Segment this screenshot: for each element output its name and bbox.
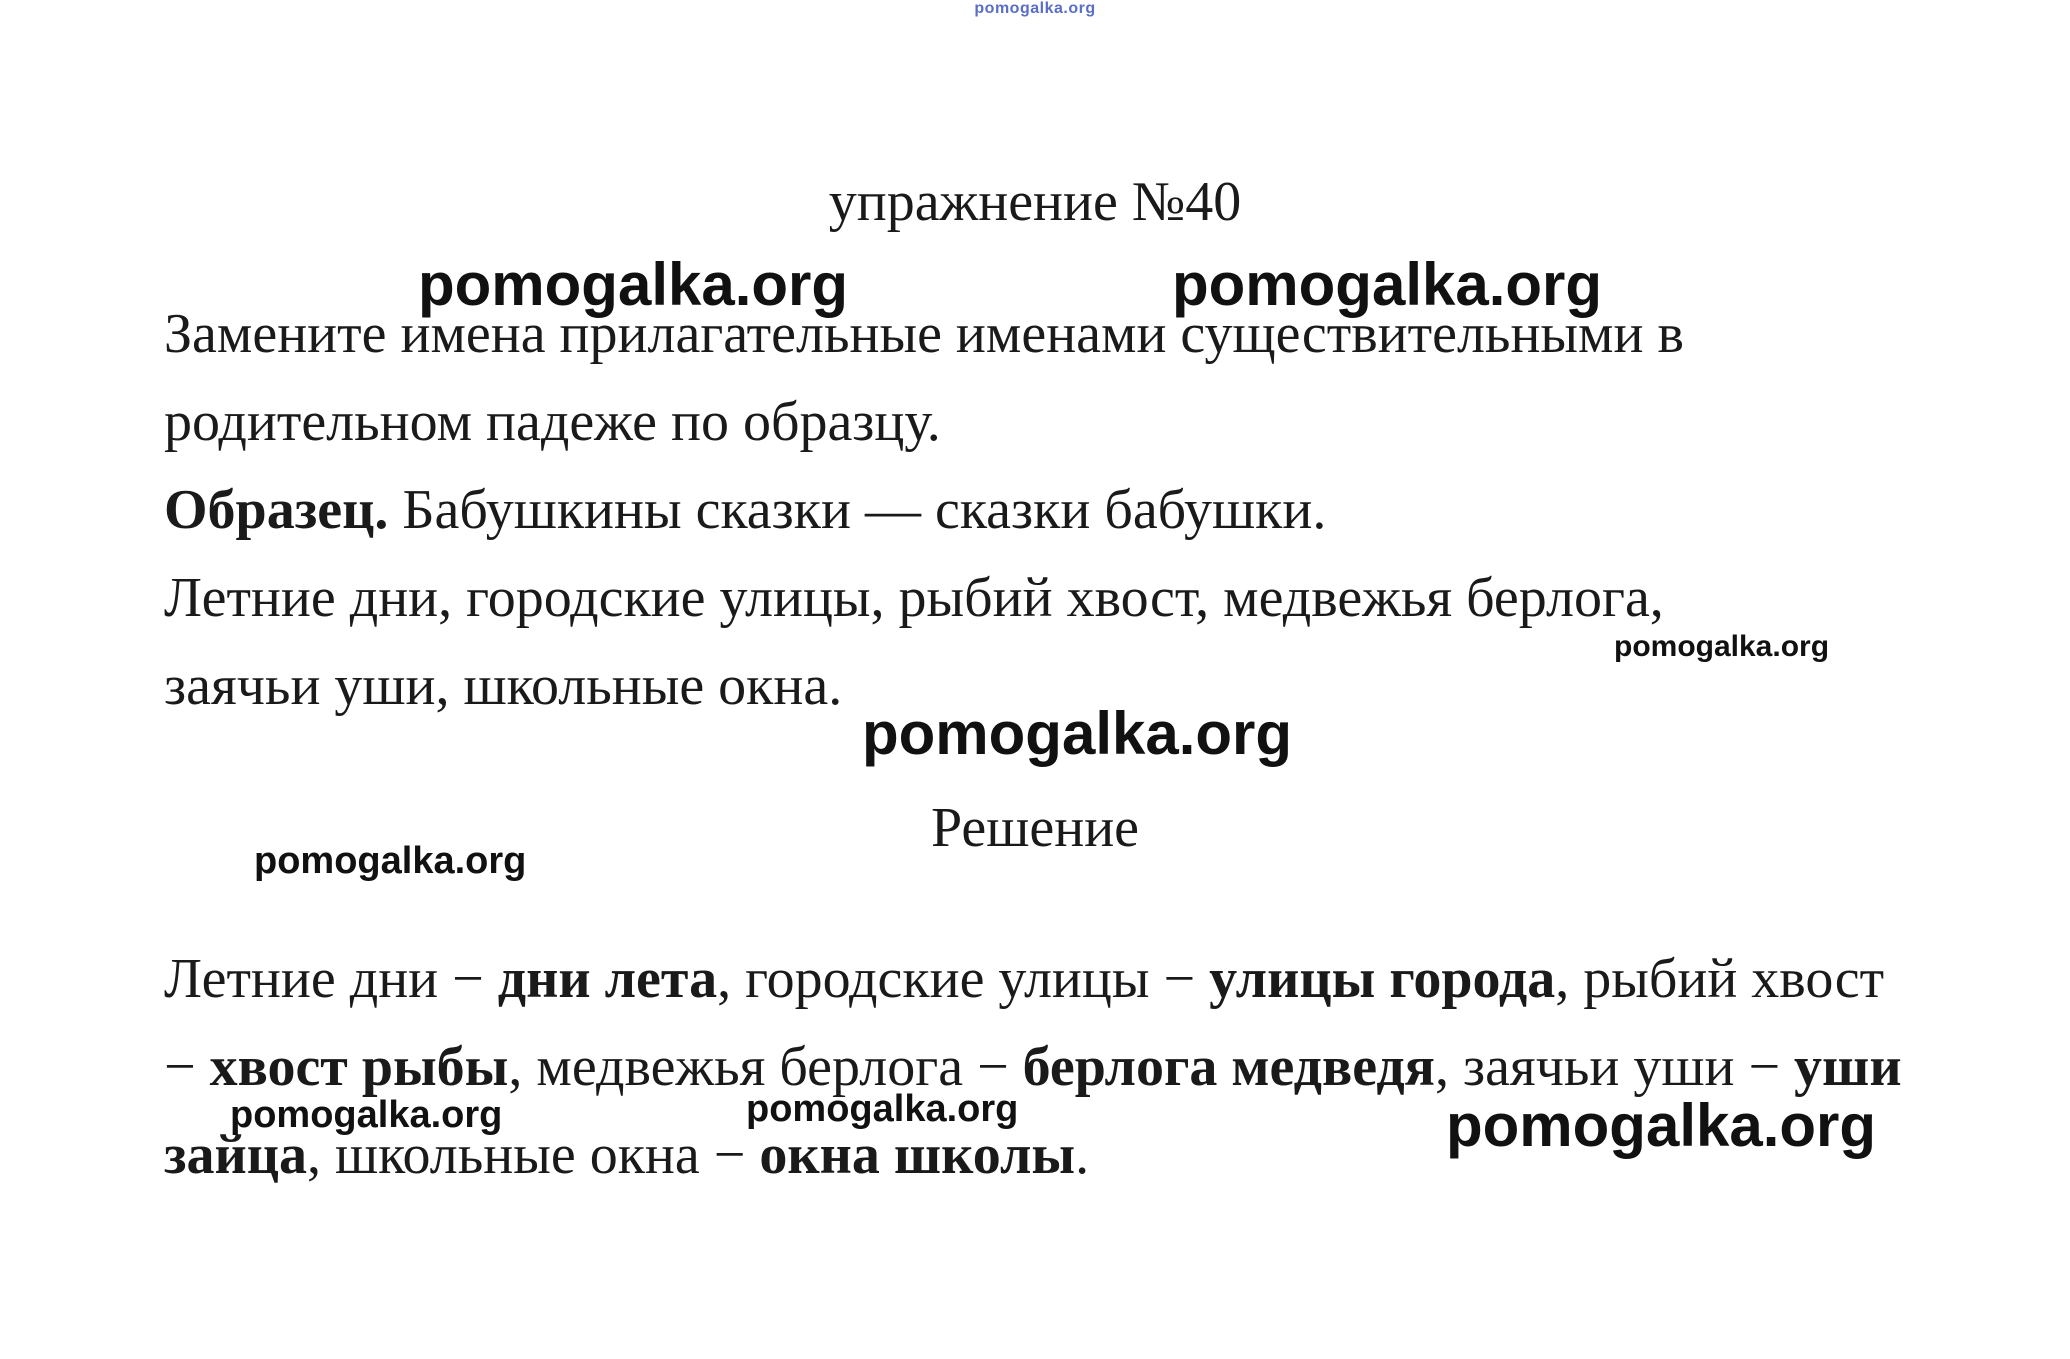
answer-separator: ,	[508, 1036, 537, 1098]
answer-separator: ,	[307, 1124, 336, 1186]
words-line: заячьи уши, школьные окна.	[164, 655, 843, 717]
answer-result: хвост рыбы	[209, 1036, 509, 1098]
answer-separator: ,	[717, 948, 746, 1010]
answer-separator: ,	[1434, 1036, 1463, 1098]
instruction-line: Замените имена прилагательные именами существительными в	[164, 303, 1684, 365]
watermark: pomogalka.org	[230, 1094, 503, 1136]
answer-text	[164, 935, 1924, 1199]
answer-result: улицы города	[1209, 948, 1556, 1010]
watermark: pomogalka.org	[1446, 1092, 1877, 1159]
answer-dash: −	[438, 948, 498, 1010]
sample-text: Бабушкины сказки — сказки бабушки.	[388, 479, 1327, 541]
answer-end: .	[1075, 1124, 1090, 1186]
solution-title: Решение	[930, 797, 1140, 859]
answer-result: окна школы	[759, 1124, 1076, 1186]
words-line: Летние дни, городские улицы, рыбий хвост, медвежья берлога,	[164, 567, 1664, 629]
sample-line	[164, 466, 1924, 554]
answer-source: рыбий хвост	[1583, 948, 1885, 1010]
answer-dash: −	[1734, 1036, 1795, 1098]
answer-source: школьные окна	[335, 1124, 700, 1186]
watermark: pomogalka.org	[418, 251, 849, 318]
watermark: pomogalka.org	[862, 700, 1293, 767]
exercise-title: упражнение №40	[828, 171, 1242, 233]
top-watermark: pomogalka.org	[974, 0, 1096, 17]
answer-dash: −	[699, 1124, 760, 1186]
answer-result: берлога медведя	[1022, 1036, 1435, 1098]
watermark: pomogalka.org	[254, 840, 527, 882]
answer-result: уши зайца	[164, 1036, 1902, 1186]
instruction-line: родительном падеже по образцу.	[164, 391, 941, 453]
answer-dash: −	[164, 1036, 210, 1098]
answer-dash: −	[1149, 948, 1210, 1010]
answer-source: медвежья берлога	[536, 1036, 964, 1098]
watermark: pomogalka.org	[746, 1088, 1019, 1130]
answer-dash: −	[963, 1036, 1023, 1098]
watermark: pomogalka.org	[1614, 630, 1830, 663]
task-text	[164, 290, 1924, 730]
answer-source: Летние дни	[164, 948, 439, 1010]
answer-source: заячьи уши	[1462, 1036, 1735, 1098]
answer-source: городские улицы	[745, 948, 1150, 1010]
sample-label: Образец.	[164, 479, 389, 541]
answer-paragraph	[164, 935, 1924, 1199]
answer-result: дни лета	[497, 948, 718, 1010]
answer-separator: ,	[1555, 948, 1584, 1010]
watermark: pomogalka.org	[1172, 251, 1603, 318]
